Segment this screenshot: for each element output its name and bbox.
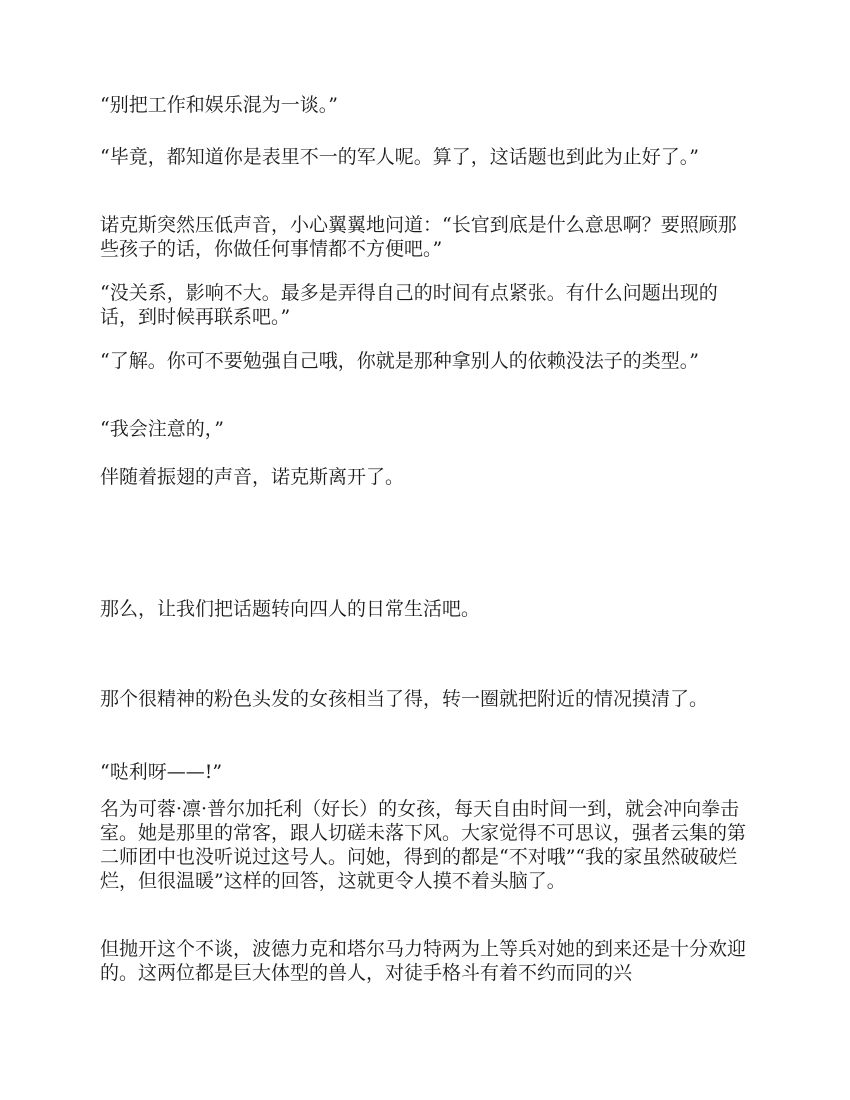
paragraph-8: 那么，让我们把话题转向四人的日常生活吧。 (100, 598, 481, 620)
paragraph-1: “别把工作和娱乐混为一谈。” (100, 94, 338, 116)
paragraph-10: “哒利呀——!” (100, 761, 223, 783)
paragraph-7: 伴随着振翅的声音，诺克斯离开了。 (100, 466, 405, 488)
paragraph-2: “毕竟，都知道你是表里不一的军人呢。算了，这话题也到此为止好了。” (100, 146, 699, 168)
paragraph-9: 那个很精神的粉色头发的女孩相当了得，转一圈就把附近的情况摸清了。 (100, 688, 709, 710)
paragraph-12: 但抛开这个不谈，波德力克和塔尔马力特两为上等兵对她的到来还是十分欢迎的。这两位都是巨大体型的兽人，对徒手格斗有着不约而同的兴 (100, 938, 747, 984)
paragraph-4: “没关系，影响不大。最多是弄得自己的时间有点紧张。有什么问题出现的话，到时候再联系吧。” (100, 282, 718, 328)
paragraph-11: 名为可蓉·凛·普尔加托利（好长）的女孩，每天自由时间一到，就会冲向拳击室。她是那里的常客，跟人切磋未落下风。大家觉得不可思议，强者云集的第二师团中也没听说过这号人。问她，得到的都是“不对哦”“我的家虽然破破烂烂，但很温暖”这样的回答，这就更令人摸不着头脑了。 (100, 798, 747, 892)
paragraph-5: “了解。你可不要勉强自己哦，你就是那种拿别人的依赖没法子的类型。” (100, 350, 699, 372)
paragraph-6: “我会注意的，” (100, 418, 224, 440)
paragraph-3: 诺克斯突然压低声音，小心翼翼地问道：“长官到底是什么意思啊？要照顾那些孩子的话，你做任何事情都不方便吧。” (100, 214, 737, 260)
